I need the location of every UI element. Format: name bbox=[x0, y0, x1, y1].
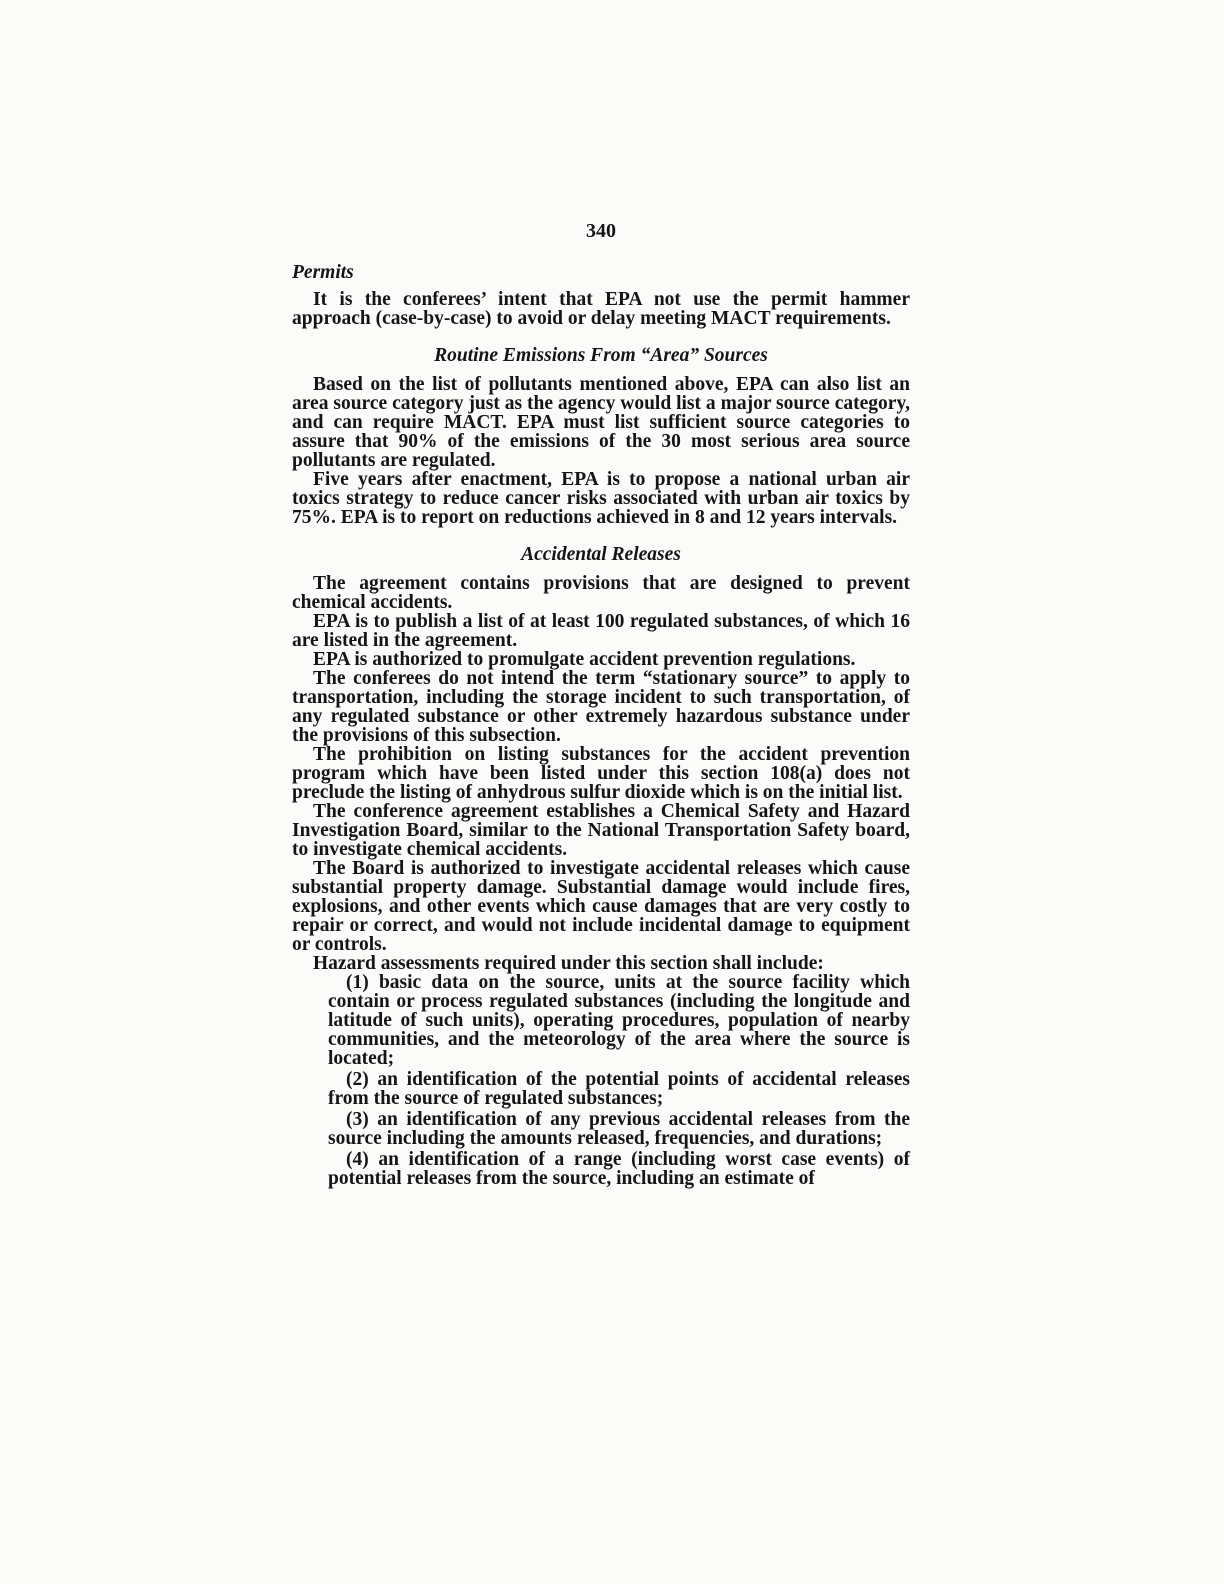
permits-section bbox=[292, 263, 910, 328]
list-item: (3) an identification of any previous accidental releases from the source including the amounts released, frequencies, and durations; bbox=[328, 1109, 910, 1149]
area-sources-heading: Routine Emissions From “Area” Sources bbox=[434, 345, 768, 366]
accidental-releases-paragraph: EPA is to publish a list of at least 100 regulated substances, of which 16 are listed in the agreement. bbox=[292, 611, 910, 651]
area-sources-paragraph: Five years after enactment, EPA is to propose a national urban air toxics strategy to reduce cancer risks associated with urban air toxics by 75%. EPA is to report on reductions achieved in 8 and 12 years intervals. bbox=[292, 469, 910, 528]
accidental-releases-paragraph: The conference agreement establishes a Chemical Safety and Hazard Investigation Board, similar to the National Transportation Safety board, to investigate chemical accidents. bbox=[292, 801, 910, 860]
page-number: 340 bbox=[586, 220, 616, 242]
accidental-releases-paragraph: The prohibition on listing substances for the accident prevention program which have been listed under this section 108(a) does not preclude the listing of anhydrous sulfur dioxide which is on the initial list. bbox=[292, 744, 910, 803]
accidental-releases-section bbox=[292, 545, 910, 1188]
area-sources-paragraph: Based on the list of pollutants mentioned above, EPA can also list an area source category just as the agency would list a major source category, and can require MACT. EPA must list sufficient source categories to assure that 90% of the emissions of the 30 most serious area source pollutants are regulated. bbox=[292, 374, 910, 471]
accidental-releases-heading: Accidental Releases bbox=[521, 544, 681, 565]
list-item: (2) an identification of the potential points of accidental releases from the source of regulated substances; bbox=[328, 1069, 910, 1109]
area-sources-section bbox=[292, 346, 910, 527]
accidental-releases-paragraph: The conferees do not intend the term “stationary source” to apply to transportation, including the storage incident to such transportation, of any regulated substance or other extremely hazardous substance under the provisions of this subsection. bbox=[292, 668, 910, 746]
accidental-releases-paragraph: Hazard assessments required under this section shall include: bbox=[313, 953, 824, 974]
accidental-releases-paragraph: The Board is authorized to investigate accidental releases which cause substantial property damage. Substantial damage would include fires, explosions, and other events which cause damages that are very costly to repair or correct, and would not include incidental damage to equipment or controls. bbox=[292, 858, 910, 955]
hazard-assessment-list bbox=[292, 973, 910, 1188]
list-item: (1) basic data on the source, units at the source facility which contain or process regulated substances (including the longitude and latitude of such units), operating procedures, population of nearby communities, and the meteorology of the area where the source is located; bbox=[328, 972, 910, 1069]
accidental-releases-paragraph: EPA is authorized to promulgate accident prevention regulations. bbox=[313, 649, 856, 670]
permits-paragraph: It is the conferees’ intent that EPA not use the permit hammer approach (case-by-case) to avoid or delay meeting MACT requirements. bbox=[292, 289, 910, 329]
list-item: (4) an identification of a range (including worst case events) of potential releases from the source, including an estimate of bbox=[328, 1149, 910, 1189]
accidental-releases-paragraph: The agreement contains provisions that are designed to prevent chemical accidents. bbox=[292, 573, 910, 613]
permits-heading: Permits bbox=[292, 262, 354, 283]
document-page bbox=[292, 222, 910, 1206]
